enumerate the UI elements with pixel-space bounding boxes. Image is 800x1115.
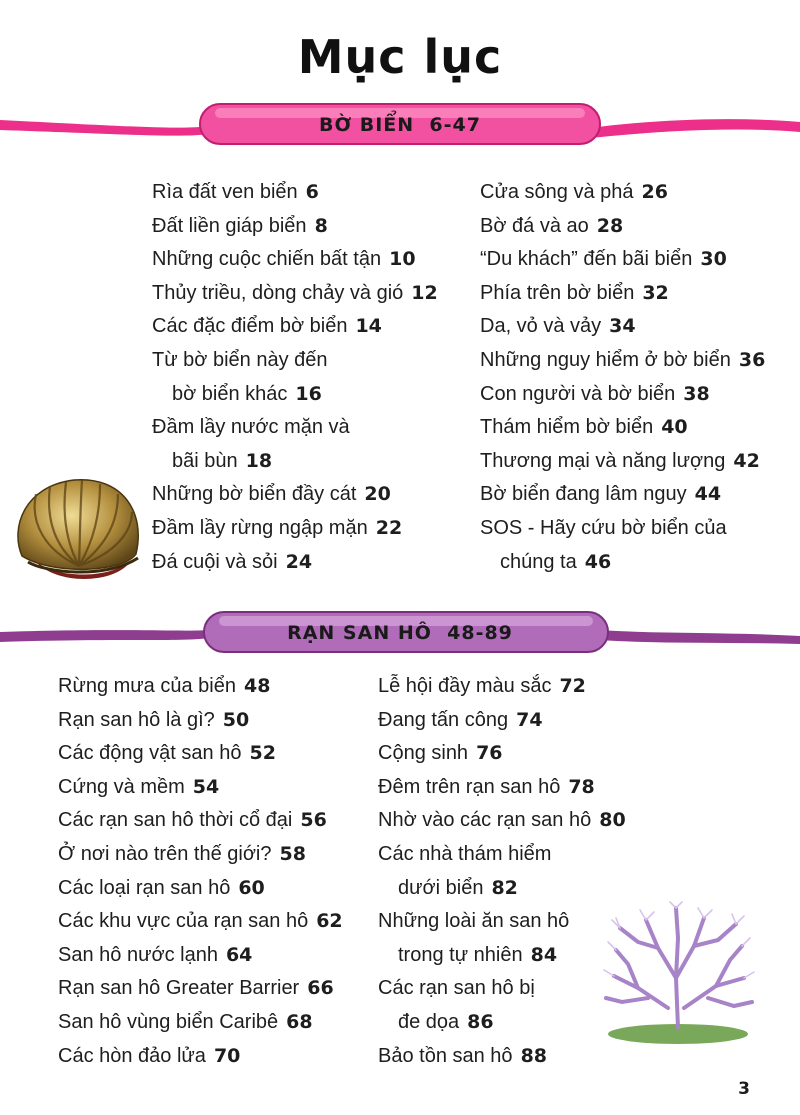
page-number: 3: [738, 1079, 750, 1099]
toc-entry-title: Đêm trên rạn san hô: [378, 775, 561, 798]
toc-entry: [152, 277, 438, 311]
toc-entry: [58, 905, 343, 939]
seashell-image: [4, 468, 154, 588]
toc-entry: [152, 478, 438, 512]
toc-entry-page: 26: [641, 181, 668, 203]
toc-entry-page: 78: [568, 775, 595, 798]
toc-entry: [58, 939, 343, 973]
toc-entry: [480, 478, 765, 512]
toc-entry: [480, 277, 765, 311]
toc-entry-title: Con người và bờ biển: [480, 382, 676, 405]
toc-entry: [378, 939, 626, 973]
section-range: 6-47: [429, 114, 481, 136]
coral-image: [598, 898, 758, 1048]
toc-entry: [152, 176, 438, 210]
toc-entry-page: 48: [243, 675, 271, 697]
toc-entry-title: Những bờ biển đầy cát: [152, 483, 357, 506]
toc-entry-page: 30: [700, 248, 727, 271]
toc-entry-title: Da, vỏ và vảy: [480, 315, 602, 338]
toc-entry-page: 20: [364, 483, 391, 506]
section-title: BỜ BIỂN: [319, 114, 415, 136]
toc-entry-title: Cửa sông và phá: [480, 181, 634, 203]
toc-entry: [378, 670, 626, 704]
toc-entry-title: Các hòn đảo lửa: [58, 1044, 206, 1067]
toc-entry-title: Các khu vực của rạn san hô: [58, 910, 309, 933]
toc-entry: [58, 670, 343, 704]
toc-entry-title: Từ bờ biển này đến: [152, 348, 328, 371]
toc-entry: [58, 972, 343, 1006]
toc-entry-title: Thám hiểm bờ biển: [480, 416, 654, 439]
toc-entry: [480, 344, 765, 378]
toc-entry-page: 58: [279, 842, 306, 865]
toc-entry: [378, 972, 626, 1006]
toc-entry-title: Ở nơi nào trên thế giới?: [58, 842, 272, 865]
toc-entry-title: Phía trên bờ biển: [480, 281, 635, 304]
toc-entry-page: 42: [733, 449, 760, 472]
toc-entry: [378, 1040, 626, 1074]
toc-entry: [480, 378, 765, 412]
toc-column-shore-left: [152, 176, 438, 579]
toc-entry-title: Những cuộc chiến bất tận: [152, 248, 382, 271]
toc-entry-title: SOS - Hãy cứu bờ biển của: [480, 516, 727, 539]
toc-entry-page: 74: [516, 708, 543, 731]
toc-entry-title: Các rạn san hô thời cổ đại: [58, 809, 293, 832]
toc-entry: [378, 1006, 626, 1040]
toc-entry-title: bãi bùn: [172, 449, 238, 472]
toc-entry-page: 72: [559, 675, 586, 697]
toc-entry-page: 70: [213, 1044, 241, 1067]
toc-entry-page: 12: [411, 281, 438, 304]
toc-entry-title: “Du khách” đến bãi biển: [480, 248, 693, 271]
toc-column-reef-right: [378, 670, 626, 1073]
toc-entry: [378, 771, 626, 805]
toc-entry-page: 8: [314, 214, 328, 237]
toc-entry-page: 6: [305, 181, 319, 203]
toc-entry: [480, 411, 765, 445]
toc-entry-title: Đầm lầy nước mặn và: [152, 416, 350, 439]
toc-entry-title: Các động vật san hô: [58, 742, 242, 765]
toc-entry-page: 14: [355, 315, 382, 338]
toc-entry: [152, 310, 438, 344]
toc-entry-page: 88: [520, 1044, 548, 1067]
toc-entry-title: Những nguy hiểm ở bờ biển: [480, 348, 731, 371]
toc-entry-title: Đất liền giáp biển: [152, 214, 307, 237]
toc-entry: [480, 445, 765, 479]
toc-entry-page: 40: [661, 416, 688, 439]
toc-entry: [152, 210, 438, 244]
toc-entry: [378, 704, 626, 738]
toc-entry-title: đe dọa: [398, 1010, 460, 1033]
toc-entry-title: Đang tấn công: [378, 708, 509, 731]
toc-entry-page: 60: [238, 876, 265, 899]
toc-entry-title: dưới biển: [398, 876, 484, 899]
toc-entry-page: 22: [375, 516, 403, 539]
toc-entry: [152, 445, 438, 479]
toc-entry-title: Rạn san hô Greater Barrier: [58, 977, 300, 1000]
page-title: Mục lục: [297, 30, 503, 84]
toc-entry: [58, 704, 343, 738]
toc-entry: [480, 210, 765, 244]
toc-entry-page: 52: [249, 742, 276, 765]
toc-entry-title: Thủy triều, dòng chảy và gió: [152, 281, 404, 304]
toc-entry-title: San hô nước lạnh: [58, 943, 218, 966]
toc-entry: [480, 546, 765, 580]
toc-entry-page: 10: [389, 248, 416, 271]
toc-column-shore-right: [480, 176, 765, 579]
toc-entry-page: 24: [285, 550, 313, 573]
toc-entry-page: 38: [683, 382, 710, 405]
toc-entry-page: 36: [738, 348, 766, 371]
toc-entry: [58, 1040, 343, 1074]
toc-column-reef-left: [58, 670, 343, 1073]
toc-entry-page: 28: [596, 214, 624, 237]
toc-entry-page: 82: [491, 876, 518, 899]
toc-entry-page: 54: [192, 775, 220, 798]
toc-entry-title: Cứng và mềm: [58, 775, 185, 798]
toc-entry-title: chúng ta: [500, 550, 577, 573]
toc-entry-page: 46: [584, 550, 612, 573]
toc-entry: [152, 378, 438, 412]
toc-entry: [152, 411, 438, 445]
toc-entry: [480, 176, 765, 210]
toc-entry-page: 18: [245, 449, 273, 472]
toc-entry: [58, 737, 343, 771]
toc-entry-title: trong tự nhiên: [398, 943, 523, 966]
section-header-shore: [0, 96, 800, 156]
toc-entry-title: Các rạn san hô bị: [378, 977, 535, 1000]
toc-entry-title: Nhờ vào các rạn san hô: [378, 809, 592, 832]
toc-entry-page: 64: [225, 943, 253, 966]
toc-entry-title: Những loài ăn san hô: [378, 910, 570, 933]
toc-entry: [152, 546, 438, 580]
toc-entry-page: 68: [286, 1010, 313, 1033]
toc-entry-page: 86: [467, 1010, 494, 1033]
toc-entry-title: Đá cuội và sỏi: [152, 550, 278, 573]
toc-entry-page: 62: [316, 910, 343, 933]
toc-entry: [58, 771, 343, 805]
toc-entry-title: Rìa đất ven biển: [152, 181, 298, 203]
toc-entry: [58, 838, 343, 872]
toc-entry-title: Rạn san hô là gì?: [58, 708, 215, 731]
toc-entry: [378, 737, 626, 771]
toc-entry: [378, 872, 626, 906]
toc-entry-title: Cộng sinh: [378, 742, 469, 765]
section-heading: [0, 622, 800, 644]
toc-entry-page: 66: [307, 977, 334, 1000]
toc-entry: [152, 344, 438, 378]
toc-entry-page: 56: [300, 809, 327, 832]
toc-entry: [58, 1006, 343, 1040]
toc-entry-page: 84: [530, 943, 558, 966]
toc-entry: [58, 804, 343, 838]
toc-entry: [378, 905, 626, 939]
toc-entry-title: Bảo tồn san hô: [378, 1044, 513, 1067]
section-heading: [0, 114, 800, 136]
toc-entry-title: Các nhà thám hiểm: [378, 842, 552, 865]
toc-entry-title: Lễ hội đầy màu sắc: [378, 675, 552, 697]
toc-entry: [480, 243, 765, 277]
toc-entry: [480, 310, 765, 344]
toc-entry: [152, 243, 438, 277]
toc-entry-title: Đầm lầy rừng ngập mặn: [152, 516, 368, 539]
toc-entry: [378, 804, 626, 838]
toc-entry: [152, 512, 438, 546]
toc-entry: [58, 872, 343, 906]
section-title: RẠN SAN HÔ: [287, 622, 432, 644]
toc-entry-page: 44: [694, 483, 722, 506]
toc-entry-title: Bờ biển đang lâm nguy: [480, 483, 687, 506]
toc-entry-title: Bờ đá và ao: [480, 214, 589, 237]
toc-entry-page: 32: [642, 281, 669, 304]
toc-entry-title: Thương mại và năng lượng: [480, 449, 726, 472]
toc-entry-title: Rừng mưa của biển: [58, 675, 236, 697]
section-range: 48-89: [447, 622, 513, 644]
section-header-reef: [0, 602, 800, 662]
toc-entry-title: Các đặc điểm bờ biển: [152, 315, 348, 338]
toc-entry-title: Các loại rạn san hô: [58, 876, 231, 899]
toc-entry-page: 16: [295, 382, 322, 405]
toc-entry-page: 76: [476, 742, 503, 765]
toc-entry-title: San hô vùng biển Caribê: [58, 1010, 279, 1033]
toc-entry-title: bờ biển khác: [172, 382, 288, 405]
toc-entry-page: 80: [599, 809, 626, 832]
toc-entry-page: 34: [609, 315, 636, 338]
toc-entry: [480, 512, 765, 546]
toc-entry-page: 50: [222, 708, 250, 731]
toc-entry: [378, 838, 626, 872]
